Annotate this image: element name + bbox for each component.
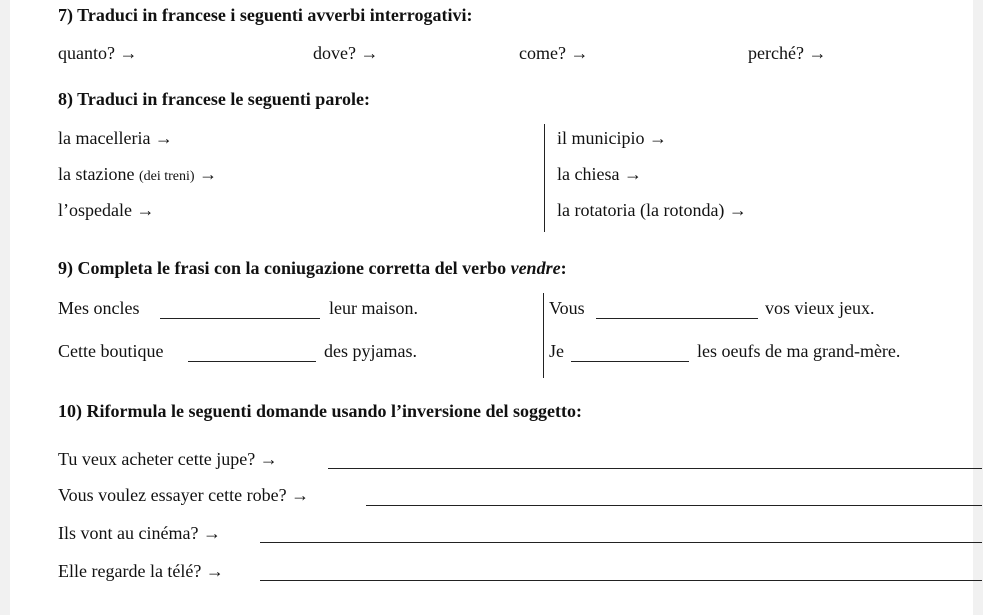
ex9-row2-blank-right[interactable]: [571, 361, 689, 362]
ex8-column-divider: [544, 124, 545, 232]
ex10-question-1: Tu veux acheter cette jupe? →: [58, 449, 278, 469]
ex10-answer-line-3[interactable]: [260, 542, 982, 543]
ex8-left-2: la stazione (dei treni) →: [58, 164, 218, 184]
ex9-row2-subject: Cette boutique: [58, 341, 164, 361]
exercise-8-title: 8) Traduci in francese le seguenti parole:: [58, 89, 370, 109]
ex8-right-2: la chiesa →: [557, 164, 642, 184]
ex9-row2-subject-right: Je: [549, 341, 564, 361]
ex9-row2-rest-right: les oeufs de ma grand-mère.: [697, 341, 901, 361]
ex8-right-1: il municipio →: [557, 128, 667, 148]
ex10-question-4: Elle regarde la télé? →: [58, 561, 224, 581]
ex7-word-1: quanto? →: [58, 43, 138, 63]
ex7-word-3: come? →: [519, 43, 589, 63]
ex10-answer-line-2[interactable]: [366, 505, 982, 506]
ex9-row2-rest: des pyjamas.: [324, 341, 417, 361]
ex9-row1-rest-right: vos vieux jeux.: [765, 298, 875, 318]
ex7-word-2: dove? →: [313, 43, 379, 63]
ex8-right-3: la rotatoria (la rotonda) →: [557, 200, 747, 220]
ex8-left-2-note: (dei treni): [138, 169, 195, 184]
ex9-row1-rest: leur maison.: [329, 298, 418, 318]
ex10-question-3: Ils vont au cinéma? →: [58, 523, 221, 543]
ex9-column-divider: [543, 293, 544, 378]
ex9-row1-subject: Mes oncles: [58, 298, 140, 318]
ex9-row1-blank[interactable]: [160, 318, 320, 319]
ex9-row1-subject-right: Vous: [549, 298, 585, 318]
ex9-row1-blank-right[interactable]: [596, 318, 758, 319]
verb-vendre: vendre: [510, 258, 561, 278]
ex9-row2-blank[interactable]: [188, 361, 316, 362]
page-margin-left: [0, 0, 10, 615]
exercise-10-title: 10) Riformula le seguenti domande usando l’inversione del soggetto:: [58, 401, 582, 421]
ex8-left-3: l’ospedale →: [58, 200, 155, 220]
ex10-answer-line-1[interactable]: [328, 468, 982, 469]
exercise-9-title: 9) Completa le frasi con la coniugazione corretta del verbo vendre:: [58, 258, 567, 278]
ex10-question-2: Vous voulez essayer cette robe? →: [58, 485, 310, 505]
ex8-left-1: la macelleria →: [58, 128, 173, 148]
exercise-7-title: 7) Traduci in francese i seguenti avverbi interrogativi:: [58, 5, 473, 25]
ex7-word-4: perché? →: [748, 43, 827, 63]
page-margin-right: [973, 0, 983, 615]
ex10-answer-line-4[interactable]: [260, 580, 982, 581]
